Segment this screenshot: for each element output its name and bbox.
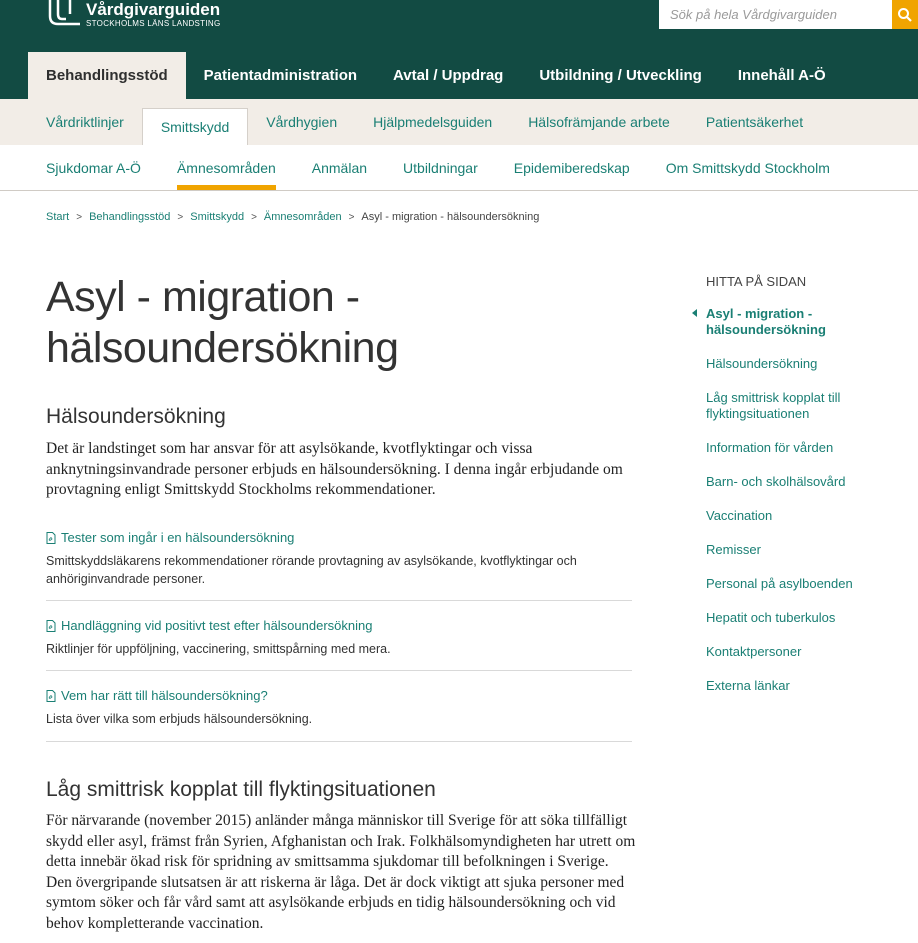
section-text-halsoundersokning: Det är landstinget som har ansvar för att asylsökande, kvotflyktingar och vissa anknytningsinvandrade personer erbjuds en hälsoundersökning. I denna ingår erbjudande om provtagning enligt Smittskydd Stockholms rekommendationer. (46, 440, 623, 498)
section-nav-item-anmalan[interactable]: Anmälan (311, 160, 368, 176)
section-nav-item-amnesomraden[interactable]: Ämnesområden (159, 145, 294, 191)
pdf-icon (46, 620, 56, 632)
toc-item-hepatit-tuberkulos[interactable]: Hepatit och tuberkulos (706, 610, 836, 625)
breadcrumb-current: Asyl - migration - hälsoundersökning (361, 211, 540, 223)
breadcrumb (46, 211, 539, 223)
site-logo[interactable] (46, 0, 221, 30)
main-nav-item-patientadministration[interactable]: Patientadministration (203, 67, 358, 84)
divider (46, 670, 632, 671)
main-nav (0, 52, 918, 99)
main-nav-item-avtal-uppdrag[interactable]: Avtal / Uppdrag (393, 67, 504, 84)
section-text-lag-smittrisk: För närvarande (november 2015) anländer många människor till Sverige för att söka tillfälligt skydd eller asyl, främst från Syrien, Afghanistan och Irak. Folkhälsomyndigheten har utrett om detta innebär ökad risk för spridning av smittsamma sjukdomar till befolkningen i Sverige. Den övergripande slutsatsen är att riskerna är låga. Det är dock viktigt att sjuka personer med symtom söker och får vård samt att asylsökande erbjuds en tidig hälsoundersökning och vid behov kompletterande vaccination. (46, 812, 636, 932)
document-item (46, 688, 632, 728)
breadcrumb-separator-icon: > (348, 211, 355, 223)
toc-item-lag-smittrisk[interactable]: Låg smittrisk kopplat till flyktingsituationen (706, 390, 841, 421)
page-title: Asyl - migration - hälsoundersökning (46, 273, 399, 372)
document-description: Smittskyddsläkarens rekommendationer rörande provtagning av asylsökande, kvotflyktingar och anhöriginvandrade personer. (46, 554, 577, 586)
toc-item-barn-skolhalsovard[interactable]: Barn- och skolhälsovård (706, 474, 846, 489)
toc-item-externa-lankar[interactable]: Externa länkar (706, 678, 790, 693)
breadcrumb-separator-icon: > (76, 211, 83, 223)
sub-nav-item-hjalpmedelsguiden[interactable]: Hjälpmedelsguiden (373, 114, 493, 130)
logo-title: Vårdgivarguiden (86, 0, 221, 19)
breadcrumb-link-amnesomraden[interactable]: Ämnesområden (263, 211, 342, 223)
sub-nav-item-smittskydd[interactable]: Smittskydd (142, 108, 248, 145)
toc-item-kontaktpersoner[interactable]: Kontaktpersoner (706, 644, 802, 659)
breadcrumb-link-smittskydd[interactable]: Smittskydd (190, 211, 245, 223)
divider (46, 600, 632, 601)
toc-heading: HITTA PÅ SIDAN (706, 274, 807, 289)
sub-nav-item-patientsakerhet[interactable]: Patientsäkerhet (705, 114, 804, 130)
breadcrumb-separator-icon: > (251, 211, 257, 223)
top-bar (0, 0, 918, 52)
breadcrumb-link-behandlingsstod[interactable]: Behandlingsstöd (89, 211, 171, 223)
divider (46, 741, 632, 742)
search-bar (659, 0, 918, 29)
section-nav-item-utbildningar[interactable]: Utbildningar (403, 160, 478, 176)
document-title: Tester som ingår i en hälsoundersökning (61, 530, 295, 545)
section-title-lag-smittrisk: Låg smittrisk kopplat till flyktingsituationen (46, 778, 436, 801)
section-nav-item-om-smittskydd[interactable]: Om Smittskydd Stockholm (665, 160, 830, 176)
section-nav-item-sjukdomar[interactable]: Sjukdomar A-Ö (46, 160, 141, 176)
toc-item-remisser[interactable]: Remisser (706, 542, 761, 557)
main-nav-item-innehall[interactable]: Innehåll A-Ö (737, 67, 826, 84)
toc-item-personal-asylboenden[interactable]: Personal på asylboenden (706, 576, 853, 591)
document-description: Riktlinjer för uppföljning, vaccinering, smittspårning med mera. (46, 642, 391, 656)
document-link[interactable] (46, 688, 632, 703)
search-input[interactable] (659, 0, 892, 29)
document-item (46, 618, 632, 658)
document-item (46, 530, 632, 588)
sub-nav-item-vardriktlinjer[interactable]: Vårdriktlinjer (46, 114, 124, 130)
logo-subtitle: STOCKHOLMS LÄNS LANDSTING (86, 19, 221, 28)
breadcrumb-separator-icon: > (177, 211, 184, 223)
main-nav-item-behandlingsstod[interactable]: Behandlingsstöd (28, 52, 186, 99)
document-title: Handläggning vid positivt test efter hälsoundersökning (61, 618, 373, 633)
arrow-left-icon (692, 309, 697, 317)
toc-item-information[interactable]: Information för vården (706, 440, 834, 455)
section-nav (0, 145, 918, 191)
section-nav-item-epidemiberedskap[interactable]: Epidemiberedskap (513, 160, 630, 176)
search-button[interactable] (892, 0, 918, 29)
sub-nav-item-halsoframjande[interactable]: Hälsofrämjande arbete (528, 114, 670, 130)
toc-item-vaccination[interactable]: Vaccination (706, 508, 773, 523)
toc-item-asyl[interactable] (706, 306, 886, 338)
sub-nav-item-vardhygien[interactable]: Vårdhygien (266, 114, 338, 130)
search-icon (897, 7, 913, 23)
toc-list (706, 306, 886, 712)
pdf-icon (46, 532, 56, 544)
document-link[interactable] (46, 618, 632, 633)
main-nav-item-utbildning[interactable]: Utbildning / Utveckling (539, 67, 702, 84)
logo-mark-icon (46, 0, 80, 28)
document-description: Lista över vilka som erbjuds hälsoundersökning. (46, 712, 313, 726)
document-title: Vem har rätt till hälsoundersökning? (61, 688, 268, 703)
breadcrumb-link-start[interactable]: Start (46, 211, 70, 223)
document-link[interactable] (46, 530, 632, 545)
toc-item-halsoundersokning[interactable]: Hälsoundersökning (706, 356, 818, 371)
pdf-icon (46, 690, 56, 702)
toc-item-label: Asyl - migration - hälsoundersökning (706, 306, 826, 337)
sub-nav (0, 99, 918, 145)
section-title-halsoundersokning: Hälsoundersökning (46, 405, 226, 428)
